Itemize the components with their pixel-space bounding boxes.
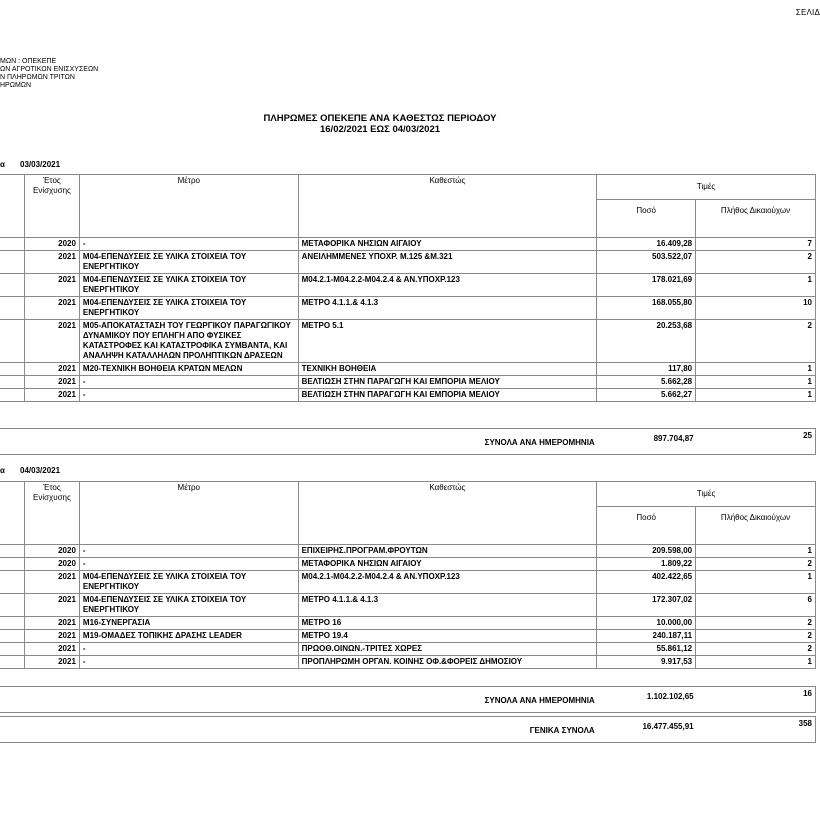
row-regime: ΜΕΤΑΦΟΡΙΚΑ ΝΗΣΙΩΝ ΑΙΓΑΙΟΥ [298, 238, 597, 251]
row-measure: - [79, 389, 298, 402]
page-label: ΣΕΛΙΔ [795, 8, 820, 17]
table-row [0, 363, 816, 376]
row-measure: - [79, 643, 298, 656]
row-marker [0, 389, 24, 402]
section-date-label [0, 160, 60, 169]
total-amount: 897.704,87 [598, 429, 697, 455]
row-regime: ΒΕΛΤΙΩΣΗ ΣΤΗΝ ΠΑΡΑΓΩΓΗ ΚΑΙ ΕΜΠΟΡΙΑ ΜΕΛΙΟΥ [298, 389, 597, 402]
row-count: 2 [696, 251, 816, 274]
row-measure: M04-ΕΠΕΝΔΥΣΕΙΣ ΣΕ ΥΛΙΚΑ ΣΤΟΙΧΕΙΑ ΤΟΥ ΕΝΕΡΓΗΤΙΚΟΥ [79, 571, 298, 594]
row-regime: ΤΕΧΝΙΚΗ ΒΟΗΘΕΙΑ [298, 363, 597, 376]
row-regime: ΠΡΟΠΛΗΡΩΜΗ ΟΡΓΑΝ. ΚΟΙΝΗΣ ΟΦ.&ΦΟΡΕΙΣ ΔΗΜΟΣΙΟΥ [298, 656, 597, 669]
row-count: 1 [696, 274, 816, 297]
row-marker [0, 376, 24, 389]
date-prefix: α [0, 466, 5, 475]
row-amount: 402.422,65 [597, 571, 696, 594]
row-regime: ΜΕΤΡΟ 5.1 [298, 320, 597, 363]
table-header-row [0, 482, 816, 507]
total-label: ΣΥΝΟΛΑ ΑΝΑ ΗΜΕΡΟΜΗΝΙΑ [0, 429, 598, 455]
header-values: Τιμές [597, 482, 816, 507]
row-measure: M16-ΣΥΝΕΡΓΑΣΙΑ [79, 617, 298, 630]
table-row [0, 320, 816, 363]
organization-header [0, 58, 98, 90]
payments-table-2 [0, 481, 816, 669]
row-marker [0, 274, 24, 297]
row-year: 2021 [24, 594, 79, 617]
row-measure: - [79, 376, 298, 389]
row-regime: ΠΡΩΟΘ.ΟΙΝΩΝ.-ΤΡΙΤΕΣ ΧΩΡΕΣ [298, 643, 597, 656]
header-count: Πλήθος Δικαιούχων [696, 507, 816, 545]
row-measure: - [79, 656, 298, 669]
row-count: 7 [696, 238, 816, 251]
row-year: 2021 [24, 656, 79, 669]
row-regime: ΑΝΕΙΛΗΜΜΕΝΕΣ ΥΠΟΧΡ. Μ.125 &Μ.321 [298, 251, 597, 274]
row-count: 1 [696, 363, 816, 376]
row-count: 10 [696, 297, 816, 320]
row-marker [0, 363, 24, 376]
section-date: 04/03/2021 [20, 466, 61, 475]
row-marker [0, 630, 24, 643]
section-total-1 [0, 428, 816, 455]
table-row [0, 251, 816, 274]
row-regime: ΜΕΤΡΟ 4.1.1.& 4.1.3 [298, 297, 597, 320]
total-amount: 1.102.102,65 [598, 687, 697, 713]
section-date: 03/03/2021 [20, 160, 61, 169]
row-amount: 168.055,80 [597, 297, 696, 320]
row-year: 2021 [24, 320, 79, 363]
row-amount: 5.662,27 [597, 389, 696, 402]
row-count: 2 [696, 558, 816, 571]
row-count: 2 [696, 630, 816, 643]
row-count: 1 [696, 571, 816, 594]
report-title: ΠΛΗΡΩΜΕΣ ΟΠΕΚΕΠΕ ΑΝΑ ΚΑΘΕΣΤΩΣ ΠΕΡΙΟΔΟΥ [263, 113, 497, 124]
row-amount: 1.809,22 [597, 558, 696, 571]
section-date-label [0, 466, 60, 475]
table-row [0, 545, 816, 558]
section-total-2 [0, 686, 816, 713]
header-regime: Καθεστώς [298, 482, 597, 545]
row-marker [0, 558, 24, 571]
table-row [0, 594, 816, 617]
row-measure: M04-ΕΠΕΝΔΥΣΕΙΣ ΣΕ ΥΛΙΚΑ ΣΤΟΙΧΕΙΑ ΤΟΥ ΕΝΕΡΓΗΤΙΚΟΥ [79, 251, 298, 274]
row-year: 2021 [24, 630, 79, 643]
row-regime: ΜΕΤΡΟ 16 [298, 617, 597, 630]
row-marker [0, 320, 24, 363]
row-count: 6 [696, 594, 816, 617]
header-year: Έτος Ενίσχυσης [24, 482, 79, 545]
row-measure: M20-ΤΕΧΝΙΚΗ ΒΟΗΘΕΙΑ ΚΡΑΤΩΝ ΜΕΛΩΝ [79, 363, 298, 376]
total-count: 25 [697, 429, 816, 455]
row-year: 2021 [24, 376, 79, 389]
table-row [0, 297, 816, 320]
row-measure: M05-ΑΠΟΚΑΤΑΣΤΑΣΗ ΤΟΥ ΓΕΩΡΓΙΚΟΥ ΠΑΡΑΓΩΓΙΚΟΥ ΔΥΝΑΜΙΚΟΥ ΠΟΥ ΕΠΛΗΓΗ ΑΠΟ ΦΥΣΙΚΕΣ ΚΑΤΑΣΤΡΟΦΕΣ ΚΑΙ ΚΑΤΑΣΤΡΟΦΙΚΑ ΣΥΜΒΑΝΤΑ, ΚΑΙ ΑΝΑΛΗΨΗ ΚΑΤΑΛΛΗΛΩΝ ΠΡΟΛΗΠΤΙΚΩΝ ΔΡΑΣΕΩΝ [79, 320, 298, 363]
row-amount: 9.917,53 [597, 656, 696, 669]
row-year: 2020 [24, 558, 79, 571]
row-measure: - [79, 238, 298, 251]
table-row [0, 617, 816, 630]
payments-table-1 [0, 174, 816, 402]
row-amount: 172.307,02 [597, 594, 696, 617]
header-values: Τιμές [597, 175, 816, 200]
row-year: 2020 [24, 238, 79, 251]
org-line: ΩΝ ΑΓΡΟΤΙΚΩΝ ΕΝΙΣΧΥΣΕΩΝ [0, 66, 99, 73]
row-year: 2021 [24, 571, 79, 594]
org-line: ΜΩΝ : ΟΠΕΚΕΠΕ [0, 58, 57, 65]
row-regime: Μ04.2.1-Μ04.2.2-Μ04.2.4 & ΑΝ.ΥΠΟΧΡ.123 [298, 274, 597, 297]
row-amount: 240.187,11 [597, 630, 696, 643]
row-amount: 5.662,28 [597, 376, 696, 389]
row-marker [0, 594, 24, 617]
row-count: 1 [696, 656, 816, 669]
header-regime: Καθεστώς [298, 175, 597, 238]
row-measure: M04-ΕΠΕΝΔΥΣΕΙΣ ΣΕ ΥΛΙΚΑ ΣΤΟΙΧΕΙΑ ΤΟΥ ΕΝΕΡΓΗΤΙΚΟΥ [79, 297, 298, 320]
row-regime: ΜΕΤΡΟ 4.1.1.& 4.1.3 [298, 594, 597, 617]
report-title-block [0, 113, 760, 135]
row-count: 2 [696, 643, 816, 656]
row-regime: ΜΕΤΑΦΟΡΙΚΑ ΝΗΣΙΩΝ ΑΙΓΑΙΟΥ [298, 558, 597, 571]
row-year: 2021 [24, 363, 79, 376]
total-label: ΣΥΝΟΛΑ ΑΝΑ ΗΜΕΡΟΜΗΝΙΑ [0, 687, 598, 713]
header-count: Πλήθος Δικαιούχων [696, 200, 816, 238]
row-count: 1 [696, 376, 816, 389]
row-year: 2021 [24, 251, 79, 274]
table-header-row [0, 175, 816, 200]
row-amount: 209.598,00 [597, 545, 696, 558]
row-amount: 117,80 [597, 363, 696, 376]
header-year: Έτος Ενίσχυσης [24, 175, 79, 238]
header-measure: Μέτρο [79, 482, 298, 545]
table-row [0, 656, 816, 669]
row-marker [0, 297, 24, 320]
row-regime: Μ04.2.1-Μ04.2.2-Μ04.2.4 & ΑΝ.ΥΠΟΧΡ.123 [298, 571, 597, 594]
row-marker [0, 251, 24, 274]
row-measure: M04-ΕΠΕΝΔΥΣΕΙΣ ΣΕ ΥΛΙΚΑ ΣΤΟΙΧΕΙΑ ΤΟΥ ΕΝΕΡΓΗΤΙΚΟΥ [79, 594, 298, 617]
row-year: 2020 [24, 545, 79, 558]
header-amount: Ποσό [597, 507, 696, 545]
row-count: 1 [696, 545, 816, 558]
row-count: 2 [696, 320, 816, 363]
row-marker [0, 643, 24, 656]
row-count: 2 [696, 617, 816, 630]
row-regime: ΒΕΛΤΙΩΣΗ ΣΤΗΝ ΠΑΡΑΓΩΓΗ ΚΑΙ ΕΜΠΟΡΙΑ ΜΕΛΙΟΥ [298, 376, 597, 389]
row-regime: ΜΕΤΡΟ 19.4 [298, 630, 597, 643]
table-row [0, 630, 816, 643]
row-count: 1 [696, 389, 816, 402]
org-line: ΗΡΩΜΩΝ [0, 82, 32, 89]
row-marker [0, 545, 24, 558]
row-year: 2021 [24, 617, 79, 630]
table-row [0, 238, 816, 251]
row-marker [0, 617, 24, 630]
row-amount: 503.522,07 [597, 251, 696, 274]
table-row [0, 558, 816, 571]
table-row [0, 274, 816, 297]
row-amount: 16.409,28 [597, 238, 696, 251]
total-count: 16 [697, 687, 816, 713]
row-year: 2021 [24, 274, 79, 297]
row-measure: - [79, 558, 298, 571]
row-marker [0, 656, 24, 669]
row-amount: 178.021,69 [597, 274, 696, 297]
header-amount: Ποσό [597, 200, 696, 238]
grand-total-label: ΓΕΝΙΚΑ ΣΥΝΟΛΑ [0, 717, 598, 743]
grand-total [0, 716, 816, 743]
row-amount: 55.861,12 [597, 643, 696, 656]
row-year: 2021 [24, 389, 79, 402]
row-amount: 10.000,00 [597, 617, 696, 630]
grand-total-amount: 16.477.455,91 [598, 717, 697, 743]
row-measure: M19-ΟΜΑΔΕΣ ΤΟΠΙΚΗΣ ΔΡΑΣΗΣ LEADER [79, 630, 298, 643]
row-year: 2021 [24, 297, 79, 320]
date-prefix: α [0, 160, 5, 169]
row-regime: ΕΠΙΧΕΙΡΗΣ.ΠΡΟΓΡΑΜ.ΦΡΟΥΤΩΝ [298, 545, 597, 558]
row-measure: - [79, 545, 298, 558]
table-row [0, 389, 816, 402]
org-line: Ν ΠΛΗΡΩΜΩΝ ΤΡΙΤΩΝ [0, 74, 75, 81]
report-period: 16/02/2021 ΕΩΣ 04/03/2021 [319, 124, 441, 135]
row-marker [0, 238, 24, 251]
row-amount: 20.253,68 [597, 320, 696, 363]
table-row [0, 376, 816, 389]
header-measure: Μέτρο [79, 175, 298, 238]
row-measure: M04-ΕΠΕΝΔΥΣΕΙΣ ΣΕ ΥΛΙΚΑ ΣΤΟΙΧΕΙΑ ΤΟΥ ΕΝΕΡΓΗΤΙΚΟΥ [79, 274, 298, 297]
row-marker [0, 571, 24, 594]
table-row [0, 571, 816, 594]
grand-total-count: 358 [697, 717, 816, 743]
row-year: 2021 [24, 643, 79, 656]
table-row [0, 643, 816, 656]
